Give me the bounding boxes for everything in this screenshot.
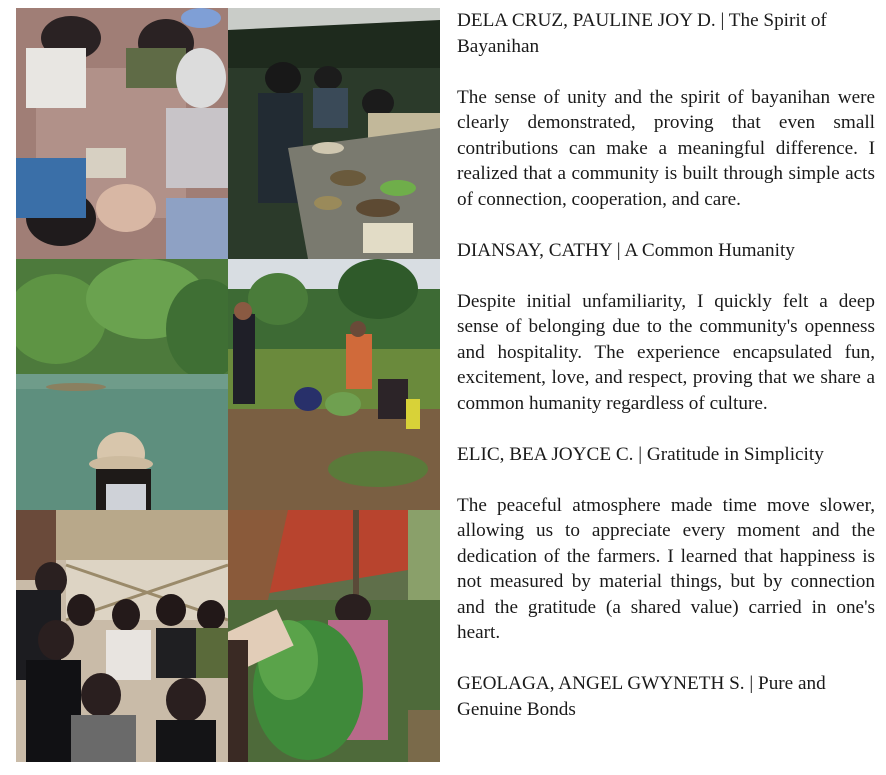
river-forest-photo bbox=[16, 259, 228, 510]
entry-heading: DIANSAY, CATHY | A Common Humanity bbox=[457, 239, 795, 261]
photo-collage bbox=[16, 8, 440, 762]
entry-heading: ELIC, BEA JOYCE C. | Gratitude in Simplicity bbox=[457, 443, 824, 465]
entry-body: The peaceful atmosphere made time move slower, allowing us to appreciate every moment and the dedication of the farmers. I learned that happiness is not measured by material things, but by connection and the gratitude (a shared value) carried in one's heart. bbox=[457, 494, 875, 643]
entry-heading: GEOLAGA, ANGEL GWYNETH S. | Pure and Genuine Bonds bbox=[457, 673, 826, 720]
reflections-column bbox=[457, 8, 875, 748]
entry-body: The sense of unity and the spirit of bayanihan were clearly demonstrated, proving that even small contributions can make a meaningful difference. I realized that a community is built through simple acts of connection, cooperation, and care. bbox=[457, 86, 875, 210]
entry-body: Despite initial unfamiliarity, I quickly felt a deep sense of belonging due to the community's openness and hospitality. The experience encapsulated fun, excitement, love, and respect, proving that we share a common humanity regardless of culture. bbox=[457, 290, 875, 414]
group-selfie-photo bbox=[16, 510, 228, 762]
food-table-photo bbox=[228, 8, 440, 259]
garden-planting-photo bbox=[228, 259, 440, 510]
entry-heading: DELA CRUZ, PAULINE JOY D. | The Spirit of Bayanihan bbox=[457, 10, 827, 57]
group-on-mat-photo bbox=[16, 8, 228, 259]
harvest-greens-photo bbox=[228, 510, 440, 762]
